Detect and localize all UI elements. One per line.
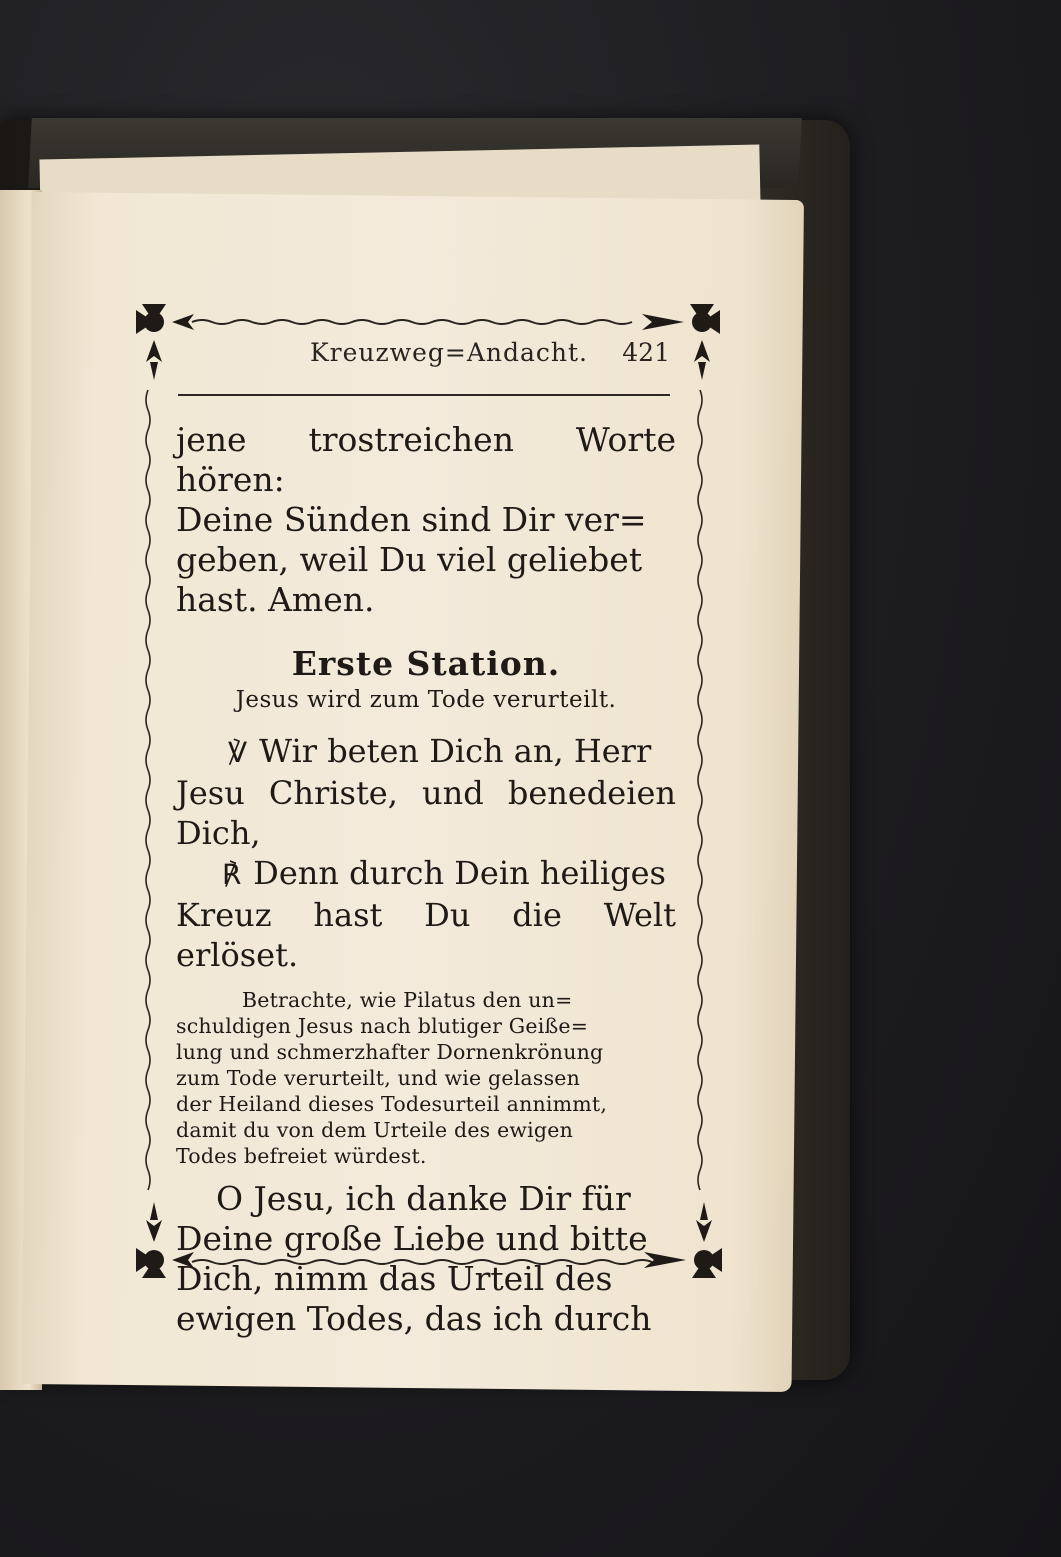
text-line: jene trostreichen Worte hören: — [176, 420, 676, 499]
text-line: Denn durch Dein heiliges — [253, 854, 666, 892]
text-line: hast. Amen. — [176, 580, 375, 619]
response — [176, 853, 676, 975]
versicle — [176, 731, 676, 853]
text-line: Jesu Christe, und benedeien Dich, — [176, 774, 676, 852]
text-line: Deine Sünden sind Dir ver= — [176, 500, 647, 539]
text-line: O Jesu, ich danke Dir für — [216, 1179, 631, 1218]
running-title: Kreuzweg=Andacht. — [310, 338, 588, 367]
versicle-symbol: ℣ — [228, 736, 248, 769]
header-rule — [178, 394, 670, 396]
text-line: Wir beten Dich an, Herr — [259, 732, 652, 770]
text-line: damit du von dem Urteile des ewigen — [176, 1118, 573, 1142]
text-line: geben, weil Du viel geliebet — [176, 540, 643, 579]
opening-paragraph — [176, 420, 676, 620]
station-title: Erste Station. — [291, 644, 561, 683]
text-line: ewigen Todes, das ich durch — [176, 1299, 652, 1338]
text-line: Kreuz hast Du die Welt erlöset. — [176, 896, 676, 974]
text-line: Todes befreiet würdest. — [176, 1144, 427, 1168]
text-line: Betrachte, wie Pilatus den un= — [242, 988, 573, 1012]
station-subtitle: Jesus wird zum Tode verurteilt. — [235, 687, 617, 713]
text-line: Deine große Liebe und bitte — [176, 1219, 648, 1258]
text-line: schuldigen Jesus nach blutiger Geiße= — [176, 1014, 589, 1038]
prayer — [176, 1179, 676, 1339]
text-line: der Heiland dieses Todesurteil annimmt, — [176, 1092, 608, 1116]
page-number: 421 — [622, 338, 670, 367]
page-text — [176, 420, 676, 1339]
text-line: lung und schmerzhafter Dornenkrönung — [176, 1040, 604, 1064]
response-symbol: ℟ — [222, 858, 242, 891]
text-line: zum Tode verurteilt, und wie gelassen — [176, 1066, 581, 1090]
text-line: Dich, nimm das Urteil des — [176, 1259, 613, 1298]
meditation — [176, 987, 676, 1169]
page-header — [180, 338, 670, 378]
